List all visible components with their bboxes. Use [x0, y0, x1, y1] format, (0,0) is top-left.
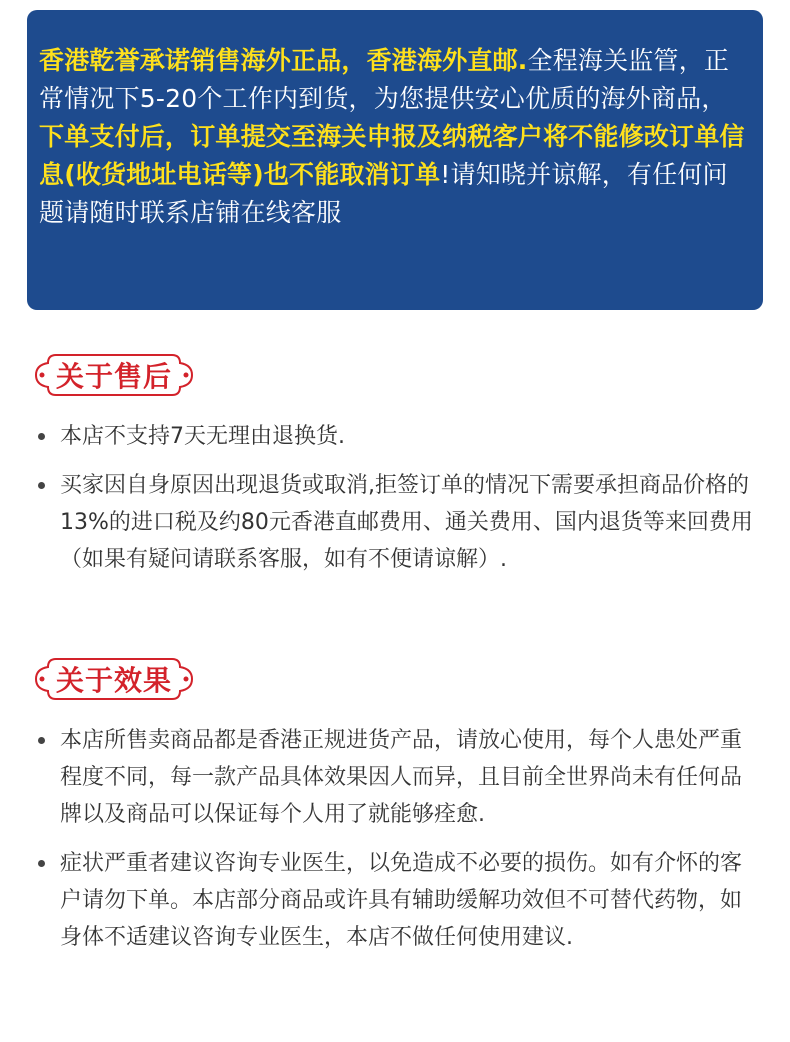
list-item — [38, 722, 758, 833]
effect-heading — [34, 657, 194, 701]
list-item-text: 本店不支持7天无理由退换货. — [60, 424, 345, 449]
list-item-text: 症状严重者建议咨询专业医生，以免造成不必要的损伤。如有介怀的客户请勿下单。本店部分商品或许具有辅助缓解功效但不可替代药物，如身体不适建议咨询专业医生，本店不做任何使用建议. — [60, 851, 743, 950]
bullet-icon — [38, 482, 45, 489]
notice-highlight-2: 下单支付后，订单提交至海关申报及纳税客户将不能修改订单信息(收货地址电话等)也不能取消订单 — [39, 122, 745, 189]
notice-normal-2: !请知晓并谅解，有任何问题请随时联系店铺在线客服 — [39, 160, 728, 227]
notice-normal-1: 全程海关监管，正常情况下5-20个工作内到货，为您提供安心优质的海外商品， — [39, 46, 730, 113]
after-sales-heading — [34, 353, 194, 397]
after-sales-list — [38, 418, 758, 590]
notice-banner — [27, 10, 763, 310]
list-item-text: 本店所售卖商品都是香港正规进货产品，请放心使用，每个人患处严重程度不同，每一款产品具体效果因人而异，且目前全世界尚未有任何品牌以及商品可以保证每个人用了就能够痊愈. — [60, 728, 743, 827]
effect-list — [38, 722, 758, 968]
list-item — [38, 845, 758, 956]
notice-highlight-1: 香港乾誉承诺销售海外正品，香港海外直邮. — [39, 46, 528, 75]
bullet-icon — [38, 433, 45, 440]
list-item — [38, 418, 758, 455]
bullet-icon — [38, 737, 45, 744]
list-item — [38, 467, 758, 578]
after-sales-title: 关于售后 — [55, 360, 172, 393]
bullet-icon — [38, 860, 45, 867]
effect-title: 关于效果 — [55, 664, 172, 697]
list-item-text: 买家因自身原因出现退货或取消,拒签订单的情况下需要承担商品价格的13%的进口税及约80元香港直邮费用、通关费用、国内退货等来回费用（如果有疑问请联系客服，如有不便请谅解）. — [60, 473, 753, 572]
notice-text — [39, 42, 751, 232]
